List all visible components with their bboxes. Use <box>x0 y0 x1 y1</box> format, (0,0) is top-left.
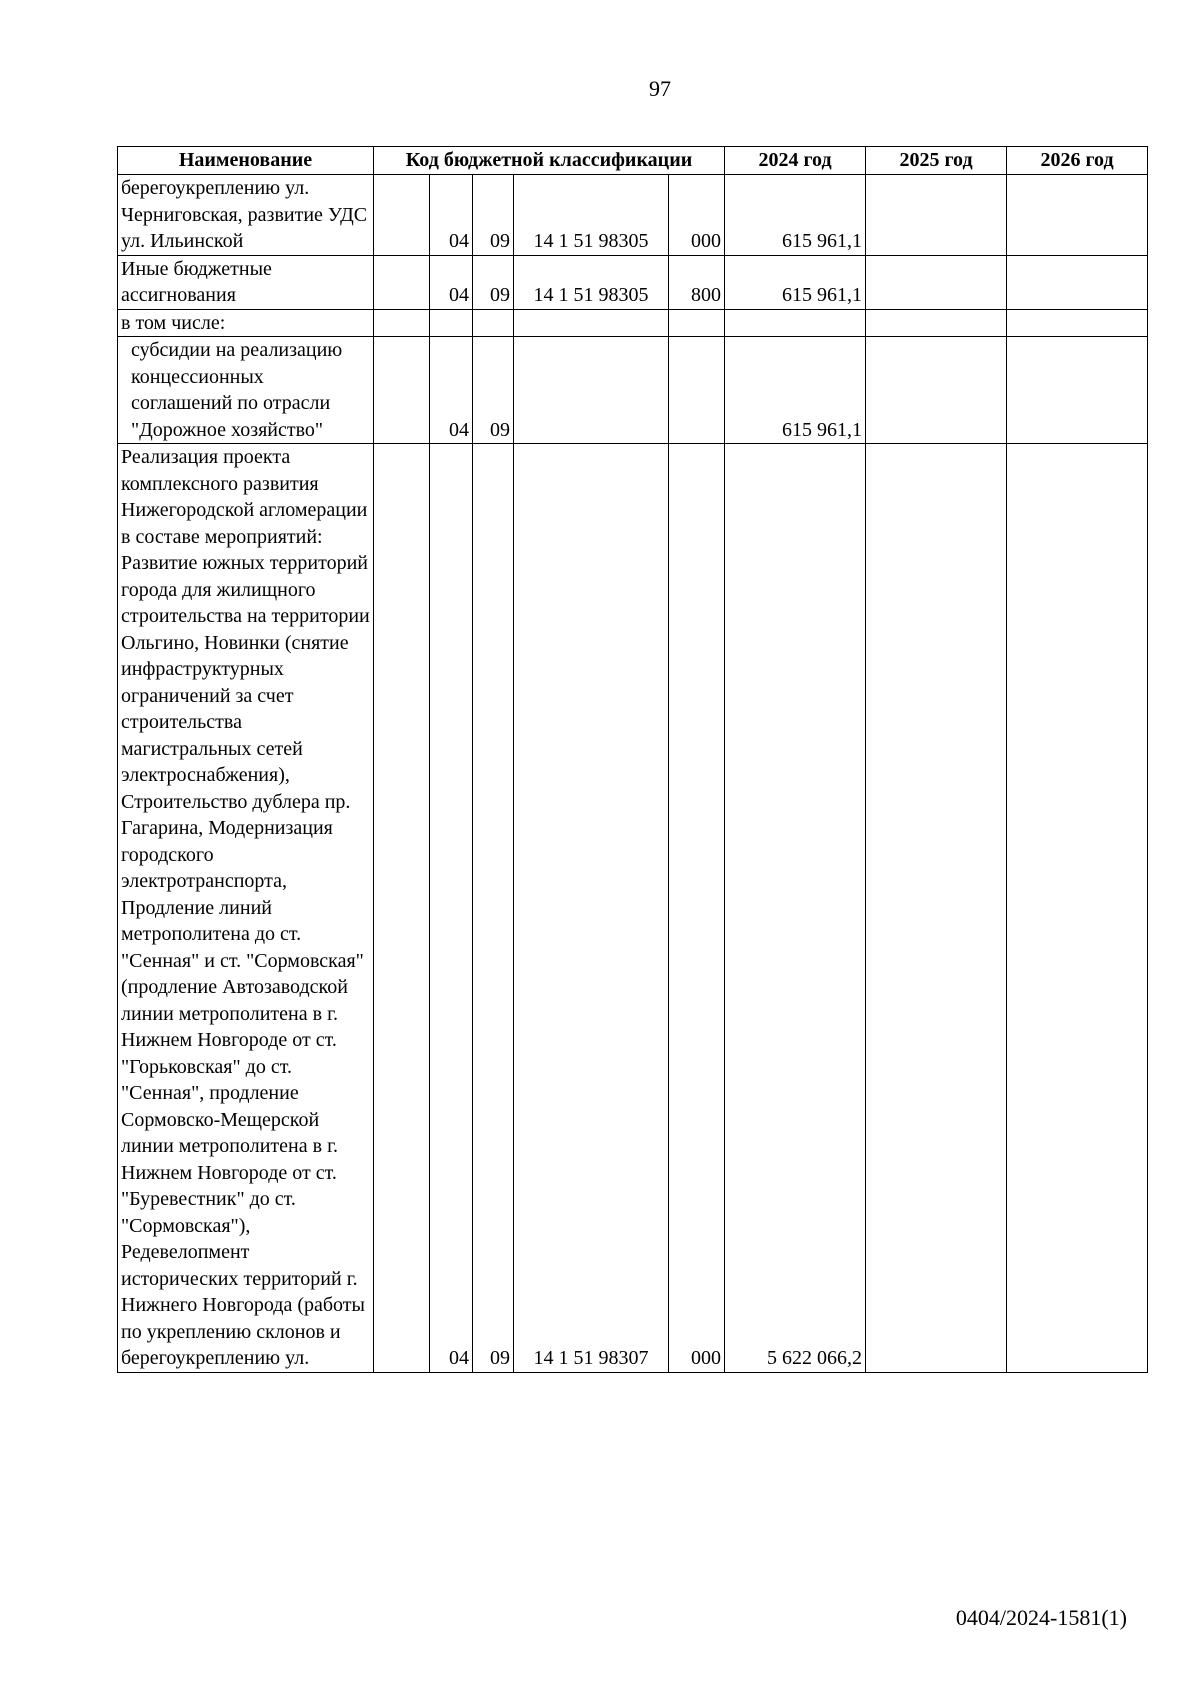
row-grbs <box>374 309 430 337</box>
row-rz: 04 <box>430 255 473 309</box>
row-2024: 5 622 066,2 <box>725 444 866 1373</box>
row-pr: 09 <box>473 175 514 256</box>
row-2025 <box>866 309 1007 337</box>
row-2026 <box>1007 337 1148 444</box>
row-name: Реализация проекта комплексного развития Нижегородской агломерации в составе мероприятий: Развитие южных территорий города для жилищного строительства на территории Ольгино, Новинки (снятие инфраструктурных ограничений за счет строительства магистральных сетей электроснабжения), Строительство дублера пр. Гагарина, Модернизация городского электротранспорта, Продление линий метрополитена до ст. "Сенная" и ст. "Сормовская" (продление Автозаводской линии метрополитена в г. Нижнем Новгороде от ст. "Горьковская" до ст. "Сенная", продление Сормовско-Мещерской линии метрополитена в г. Нижнем Новгороде от ст. "Буревестник" до ст. "Сормовская"), Редевелопмент исторических территорий г. Нижнего Новгорода (работы по укреплению склонов и берегоукреплению ул. <box>118 444 374 1373</box>
row-name: в том числе: <box>118 309 374 337</box>
row-2025 <box>866 444 1007 1373</box>
row-2024: 615 961,1 <box>725 337 866 444</box>
row-grbs <box>374 255 430 309</box>
row-pr <box>473 309 514 337</box>
row-name: Иные бюджетные ассигнования <box>118 255 374 309</box>
header-2025: 2025 год <box>866 147 1007 175</box>
row-csr: 14 1 51 98305 <box>514 255 669 309</box>
row-name: субсидии на реализацию концессионных соглашений по отрасли "Дорожное хозяйство" <box>118 337 374 444</box>
row-csr <box>514 309 669 337</box>
row-rz: 04 <box>430 444 473 1373</box>
row-vr <box>669 309 725 337</box>
header-name: Наименование <box>118 147 374 175</box>
page-number: 97 <box>649 76 671 101</box>
row-2026 <box>1007 255 1148 309</box>
row-pr: 09 <box>473 337 514 444</box>
header-code: Код бюджетной классификации <box>374 147 725 175</box>
row-2024 <box>725 309 866 337</box>
table-row <box>118 255 1148 309</box>
table-row <box>118 337 1148 444</box>
row-2025 <box>866 337 1007 444</box>
row-csr: 14 1 51 98307 <box>514 444 669 1373</box>
row-2025 <box>866 255 1007 309</box>
row-vr: 000 <box>669 175 725 256</box>
table-row <box>118 175 1148 256</box>
row-vr: 000 <box>669 444 725 1373</box>
header-2026: 2026 год <box>1007 147 1148 175</box>
row-2025 <box>866 175 1007 256</box>
row-rz: 04 <box>430 175 473 256</box>
header-row <box>118 147 1148 175</box>
table-row <box>118 309 1148 337</box>
row-grbs <box>374 175 430 256</box>
row-2026 <box>1007 175 1148 256</box>
row-2026 <box>1007 444 1148 1373</box>
row-2026 <box>1007 309 1148 337</box>
header-2024: 2024 год <box>725 147 866 175</box>
row-pr: 09 <box>473 444 514 1373</box>
budget-table <box>117 146 1148 1373</box>
row-rz <box>430 309 473 337</box>
row-name: берегоукреплению ул. Черниговская, развитие УДС ул. Ильинской <box>118 175 374 256</box>
row-csr: 14 1 51 98305 <box>514 175 669 256</box>
table-row <box>118 444 1148 1373</box>
row-grbs <box>374 444 430 1373</box>
row-2024: 615 961,1 <box>725 175 866 256</box>
row-2024: 615 961,1 <box>725 255 866 309</box>
row-csr <box>514 337 669 444</box>
row-grbs <box>374 337 430 444</box>
document-code: 0404/2024-1581(1) <box>955 1605 1127 1630</box>
row-vr <box>669 337 725 444</box>
row-pr: 09 <box>473 255 514 309</box>
row-rz: 04 <box>430 337 473 444</box>
row-vr: 800 <box>669 255 725 309</box>
